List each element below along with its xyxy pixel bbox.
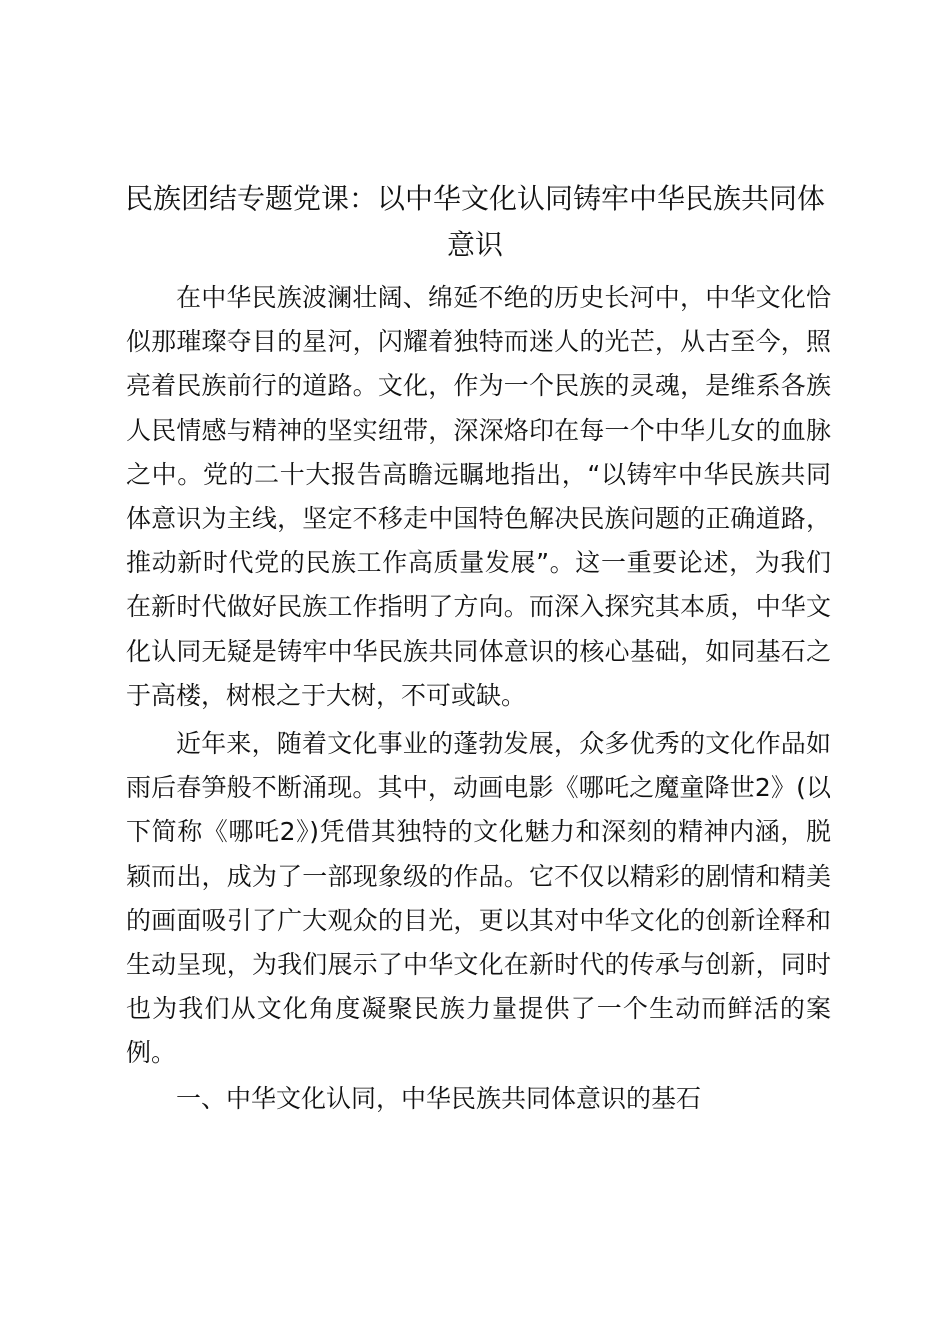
document-title: 民族团结专题党课：以中华文化认同铸牢中华民族共同体意识 bbox=[124, 182, 825, 261]
paragraph-2: 近年来，随着文化事业的蓬勃发展，众多优秀的文化作品如雨后春笋般不断涌现。其中，动画电影《哪吒之魔童降世2》(以下简称《哪吒2》)凭借其独特的文化魅力和深刻的精神内涵，脱颖而出，成为了一部现象级的作品。它不仅以精彩的剧情和精美的画面吸引了广大观众的目光，更以其对中华文化的创新诠释和生动呈现，为我们展示了中华文化在新时代的传承与创新，同时也为我们从文化角度凝聚民族力量提供了一个生动而鲜活的案例。 bbox=[126, 729, 831, 1068]
paragraph-1: 在中华民族波澜壮阔、绵延不绝的历史长河中，中华文化恰似那璀璨夺目的星河，闪耀着独特而迷人的光芒，从古至今，照亮着民族前行的道路。文化，作为一个民族的灵魂，是维系各族人民情感与精神的坚实纽带，深深烙印在每一个中华儿女的血脉之中。党的二十大报告高瞻远瞩地指出，“以铸牢中华民族共同体意识为主线，坚定不移走中国特色解决民族问题的正确道路，推动新时代党的民族工作高质量发展”。这一重要论述，为我们在新时代做好民族工作指明了方向。而深入探究其本质，中华文化认同无疑是铸牢中华民族共同体意识的核心基础，如同基石之于高楼，树根之于大树，不可或缺。 bbox=[126, 283, 831, 710]
section-heading: 一、中华文化认同，中华民族共同体意识的基石 bbox=[176, 1084, 702, 1113]
